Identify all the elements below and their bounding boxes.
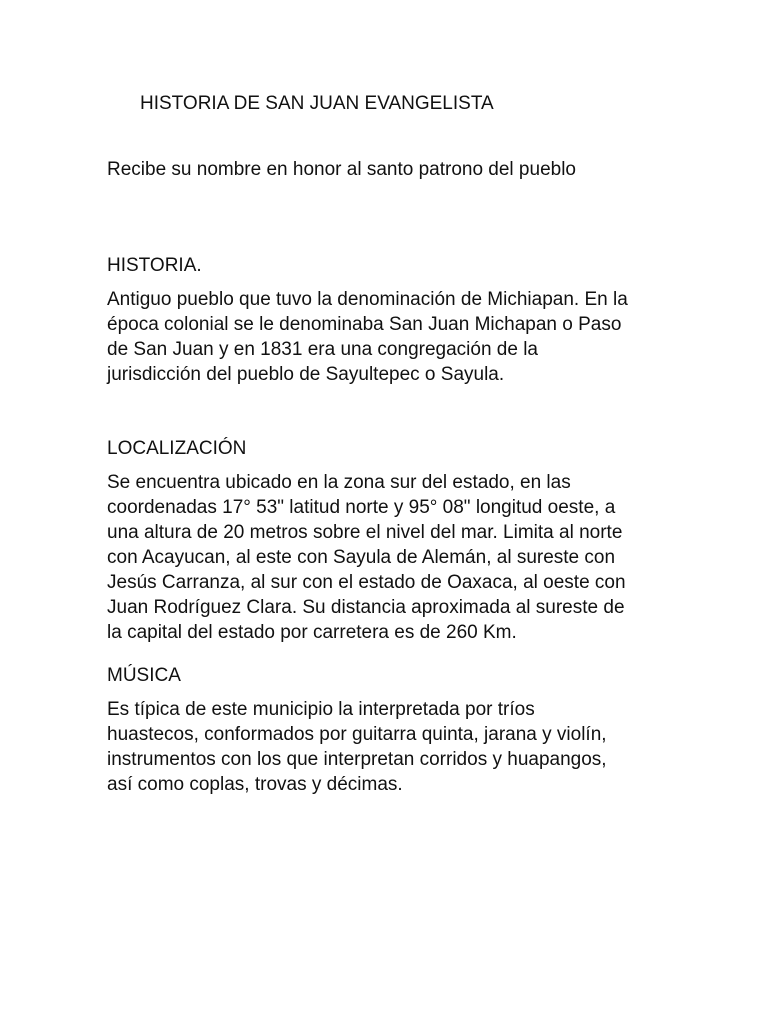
section-body-localizacion [107,470,667,645]
section-heading-historia: HISTORIA. [107,255,202,276]
body-line: jurisdicción del pueblo de Sayultepec o Sayula. [107,364,505,385]
body-line: Es típica de este municipio la interpretada por tríos [107,699,535,720]
body-line: huastecos, conformados por guitarra quinta, jarana y violín, [107,724,607,745]
section-heading-musica: MÚSICA [107,665,181,686]
intro-text: Recibe su nombre en honor al santo patrono del pueblo [107,159,576,180]
body-line: así como coplas, trovas y décimas. [107,774,403,795]
body-line: una altura de 20 metros sobre el nivel del mar. Limita al norte [107,522,623,543]
section-heading-localizacion: LOCALIZACIÓN [107,438,247,459]
body-line: Antiguo pueblo que tuvo la denominación de Michiapan. En la [107,289,628,310]
body-line: Se encuentra ubicado en la zona sur del estado, en las [107,472,571,493]
body-line: instrumentos con los que interpretan corridos y huapangos, [107,749,607,770]
body-line: coordenadas 17° 53" latitud norte y 95° 08" longitud oeste, a [107,497,616,518]
section-body-musica [107,697,667,797]
body-line: de San Juan y en 1831 era una congregación de la [107,339,538,360]
body-line: Jesús Carranza, al sur con el estado de Oaxaca, al oeste con [107,572,626,593]
body-line: la capital del estado por carretera es de 260 Km. [107,622,517,643]
body-line: Juan Rodríguez Clara. Su distancia aproximada al sureste de [107,597,625,618]
body-line: época colonial se le denominaba San Juan Michapan o Paso [107,314,622,335]
body-line: con Acayucan, al este con Sayula de Alemán, al sureste con [107,547,616,568]
section-body-historia [107,287,667,387]
document-title: HISTORIA DE SAN JUAN EVANGELISTA [140,93,494,114]
